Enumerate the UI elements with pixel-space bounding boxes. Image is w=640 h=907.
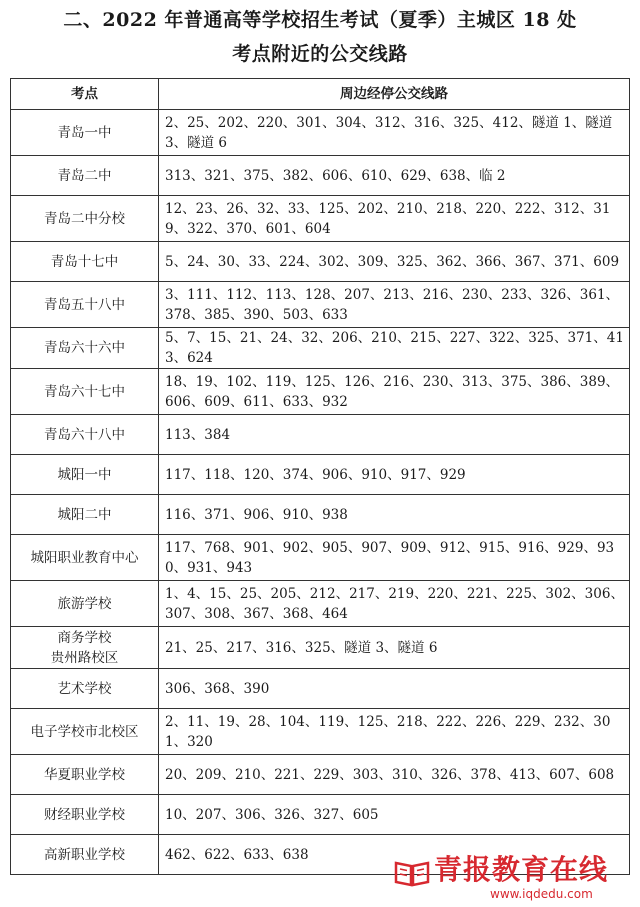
exam-site-cell: 青岛五十八中 bbox=[11, 282, 159, 328]
exam-site-cell: 青岛六十八中 bbox=[11, 415, 159, 455]
table-row bbox=[11, 369, 630, 415]
table-row bbox=[11, 455, 630, 495]
exam-site-cell: 城阳二中 bbox=[11, 495, 159, 535]
exam-site-cell: 青岛二中 bbox=[11, 156, 159, 196]
exam-site-cell: 财经职业学校 bbox=[11, 795, 159, 835]
table-row bbox=[11, 495, 630, 535]
table-row bbox=[11, 535, 630, 581]
table-row bbox=[11, 242, 630, 282]
exam-site-cell: 商务学校 贵州路校区 bbox=[11, 627, 159, 669]
table-header-row bbox=[11, 79, 630, 110]
exam-site-cell: 青岛十七中 bbox=[11, 242, 159, 282]
bus-routes-cell: 313、321、375、382、606、610、629、638、临 2 bbox=[159, 156, 630, 196]
page-title-line2: 考点附近的公交线路 bbox=[232, 43, 408, 65]
exam-site-cell: 青岛二中分校 bbox=[11, 196, 159, 242]
bus-routes-cell: 12、23、26、32、33、125、202、210、218、220、222、312、319、322、370、601、604 bbox=[159, 196, 630, 242]
table-row bbox=[11, 196, 630, 242]
bus-routes-cell: 3、111、112、113、128、207、213、216、230、233、326、361、378、385、390、503、633 bbox=[159, 282, 630, 328]
table-row bbox=[11, 581, 630, 627]
exam-site-cell: 电子学校市北校区 bbox=[11, 709, 159, 755]
exam-site-cell: 华夏职业学校 bbox=[11, 755, 159, 795]
book-logo-icon bbox=[394, 857, 430, 887]
bus-routes-cell: 1、4、15、25、205、212、217、219、220、221、225、302、306、307、308、367、368、464 bbox=[159, 581, 630, 627]
bus-routes-cell: 462、622、633、638 bbox=[159, 835, 630, 875]
table-row bbox=[11, 110, 630, 156]
bus-routes-cell: 5、7、15、21、24、32、206、210、215、227、322、325、371、413、624 bbox=[159, 328, 630, 369]
bus-routes-cell: 20、209、210、221、229、303、310、326、378、413、607、608 bbox=[159, 755, 630, 795]
exam-site-cell: 艺术学校 bbox=[11, 669, 159, 709]
bus-routes-cell: 117、768、901、902、905、907、909、912、915、916、929、930、931、943 bbox=[159, 535, 630, 581]
bus-routes-cell: 10、207、306、326、327、605 bbox=[159, 795, 630, 835]
table-row bbox=[11, 282, 630, 328]
table-row bbox=[11, 795, 630, 835]
table-row bbox=[11, 415, 630, 455]
table-row bbox=[11, 627, 630, 669]
page-title-line1: 二、2022 年普通高等学校招生考试（夏季）主城区 18 处 bbox=[63, 9, 577, 31]
bus-routes-cell: 113、384 bbox=[159, 415, 630, 455]
exam-site-cell: 青岛一中 bbox=[11, 110, 159, 156]
bus-routes-cell: 18、19、102、119、125、126、216、230、313、375、386、389、606、609、611、633、932 bbox=[159, 369, 630, 415]
bus-routes-cell: 306、368、390 bbox=[159, 669, 630, 709]
header-exam-site: 考点 bbox=[11, 79, 159, 110]
table-row bbox=[11, 669, 630, 709]
watermark bbox=[394, 853, 634, 903]
bus-routes-table bbox=[10, 78, 630, 875]
table-row bbox=[11, 709, 630, 755]
bus-routes-cell: 21、25、217、316、325、隧道 3、隧道 6 bbox=[159, 627, 630, 669]
table-row bbox=[11, 755, 630, 795]
watermark-url: www.iqdedu.com bbox=[490, 887, 593, 901]
bus-routes-cell: 116、371、906、910、938 bbox=[159, 495, 630, 535]
exam-site-cell: 青岛六十七中 bbox=[11, 369, 159, 415]
bus-routes-cell: 5、24、30、33、224、302、309、325、362、366、367、371、609 bbox=[159, 242, 630, 282]
table-row bbox=[11, 328, 630, 369]
exam-site-cell: 青岛六十六中 bbox=[11, 328, 159, 369]
bus-routes-cell: 2、25、202、220、301、304、312、316、325、412、隧道 1、隧道 3、隧道 6 bbox=[159, 110, 630, 156]
exam-site-cell: 城阳一中 bbox=[11, 455, 159, 495]
watermark-brand: 青报教育在线 bbox=[434, 853, 609, 886]
exam-site-cell: 旅游学校 bbox=[11, 581, 159, 627]
exam-site-cell: 城阳职业教育中心 bbox=[11, 535, 159, 581]
bus-routes-cell: 2、11、19、28、104、119、125、218、222、226、229、232、301、320 bbox=[159, 709, 630, 755]
exam-site-cell: 高新职业学校 bbox=[11, 835, 159, 875]
bus-routes-cell: 117、118、120、374、906、910、917、929 bbox=[159, 455, 630, 495]
table-row bbox=[11, 156, 630, 196]
header-bus-routes: 周边经停公交线路 bbox=[159, 79, 630, 110]
